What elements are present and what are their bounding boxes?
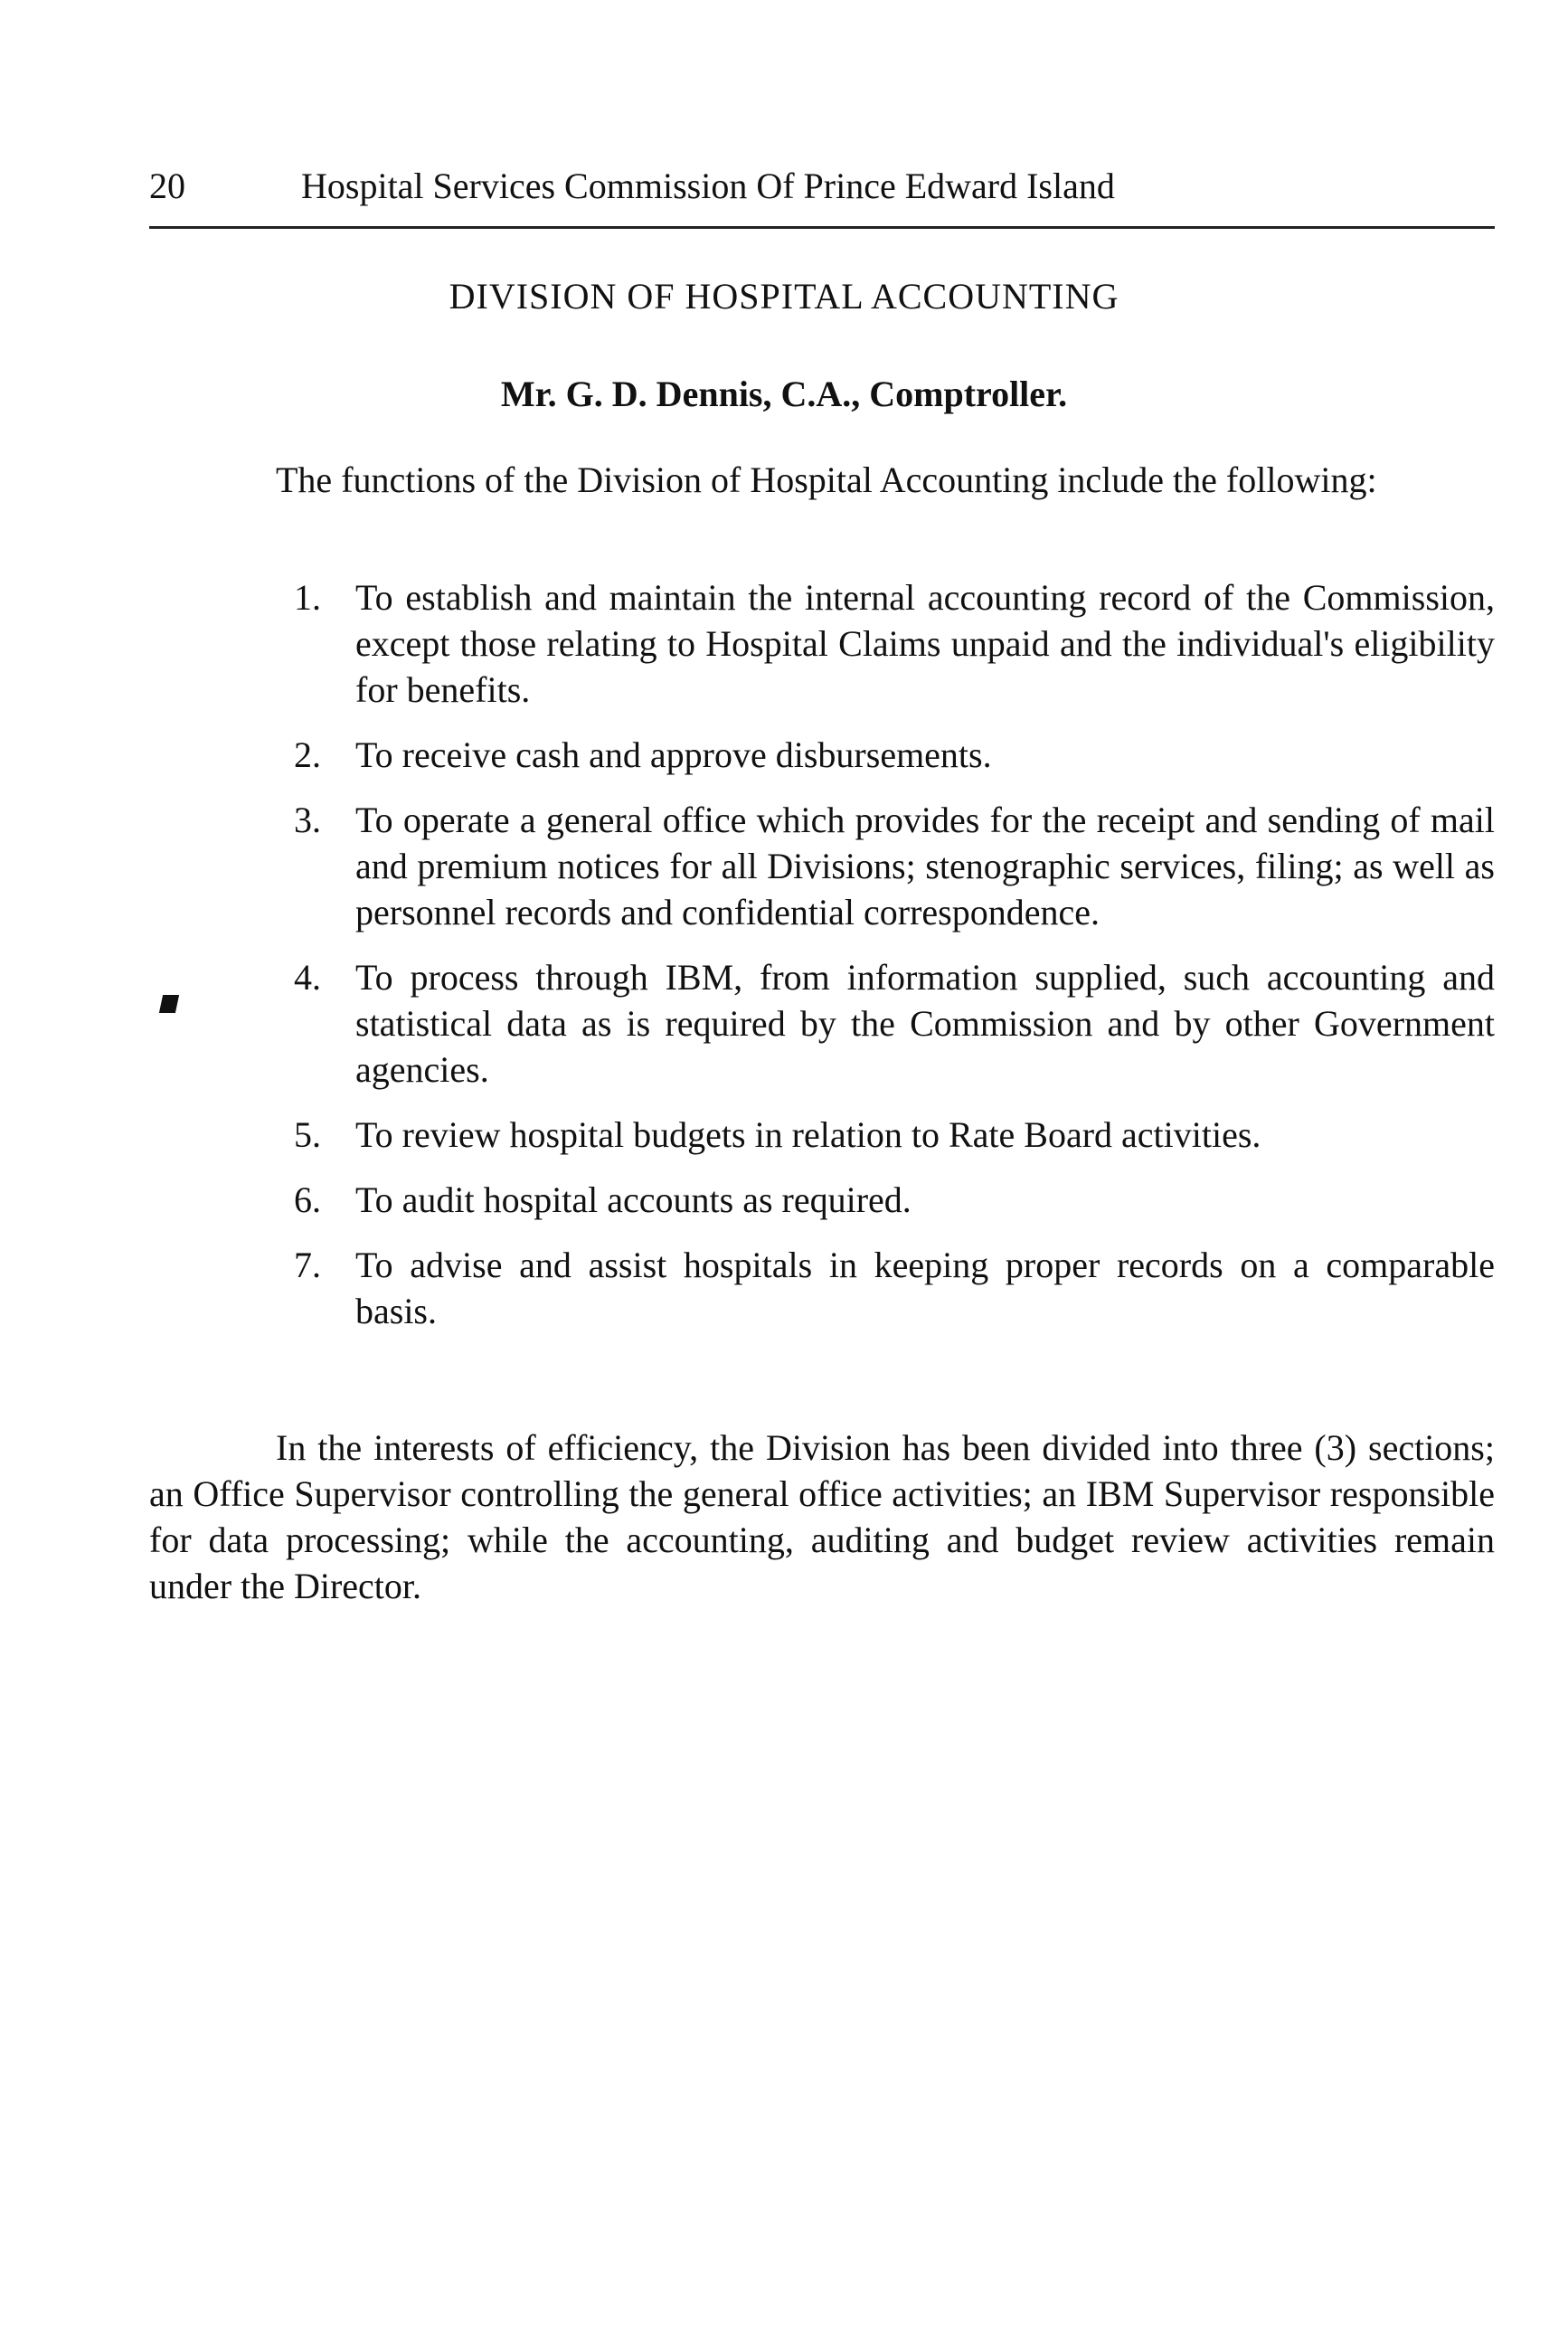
list-item <box>149 1112 1495 1158</box>
running-title: Hospital Services Commission Of Prince Edward Island <box>301 166 1115 206</box>
running-header <box>149 161 1497 212</box>
list-item-number: 6. <box>294 1179 321 1220</box>
list-item-text: To advise and assist hospitals in keeping proper records on a comparable basis. <box>355 1245 1495 1331</box>
list-item <box>149 1177 1495 1223</box>
list-item-number: 5. <box>294 1114 321 1155</box>
list-item-number: 4. <box>294 957 321 998</box>
list-item-text: To audit hospital accounts as required. <box>355 1179 912 1220</box>
functions-list <box>149 574 1495 1334</box>
list-item <box>149 954 1495 1093</box>
list-item-number: 2. <box>294 734 321 775</box>
list-item-text: To process through IBM, from information supplied, such accounting and statistical data as is required by the Commission and by other Government agencies. <box>355 957 1495 1090</box>
officer-line: Mr. G. D. Dennis, C.A., Comptroller. <box>500 374 1068 414</box>
section-title: DIVISION OF HOSPITAL ACCOUNTING <box>449 276 1119 317</box>
intro-paragraph: The functions of the Division of Hospital Accounting include the following: <box>276 459 1377 500</box>
list-item-number: 1. <box>294 577 321 618</box>
list-item-text: To establish and maintain the internal accounting record of the Commission, except those relating to Hospital Claims unpaid and the individual's eligibility for benefits. <box>355 577 1495 710</box>
list-item-text: To review hospital budgets in relation to Rate Board activities. <box>355 1114 1261 1155</box>
page-number: 20 <box>149 166 185 206</box>
list-item <box>149 574 1495 713</box>
list-item-text: To operate a general office which provides for the receipt and sending of mail and premium notices for all Divisions; stenographic services, filing; as well as personnel records and confidential correspondence. <box>355 800 1495 933</box>
list-item-number: 3. <box>294 800 321 840</box>
list-item <box>149 797 1495 935</box>
list-item-number: 7. <box>294 1245 321 1285</box>
header-rule <box>149 226 1495 229</box>
closing-paragraph: In the interests of efficiency, the Division has been divided into three (3) sections; an Office Supervisor controlling the general office activities; an IBM Supervisor responsible for data processing; while the accounting, auditing and budget review activities remain under the Director. <box>149 1427 1495 1606</box>
list-item <box>149 1242 1495 1334</box>
list-item-text: To receive cash and approve disbursements. <box>355 734 992 775</box>
list-item <box>149 732 1495 778</box>
